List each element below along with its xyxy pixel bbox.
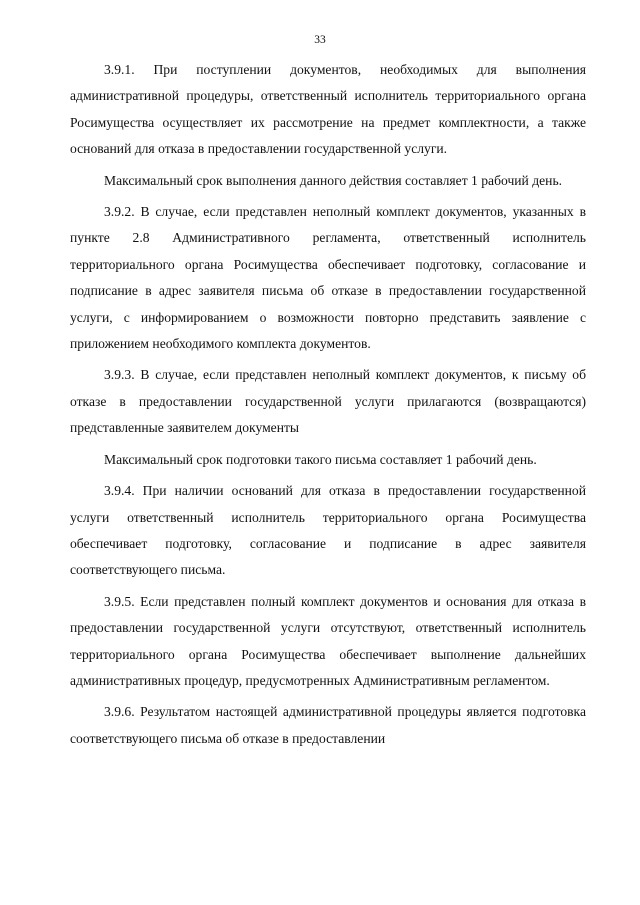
- paragraph-3-9-3-deadline: Максимальный срок подготовки такого письма составляет 1 рабочий день.: [104, 451, 537, 467]
- paragraph-3-9-2: 3.9.2. В случае, если представлен неполный комплект документов, указанных в пункте 2.8 Административного регламента, ответственный исполнитель территориального органа Росимущества обеспечивает подготовку, согласование и подписание в адрес заявителя письма об отказе в предоставлении государственной услуги, с информированием о возможности повторно представить заявление с приложением необходимого комплекта документов.: [70, 204, 586, 352]
- document-body: [70, 57, 586, 752]
- page-number: 33: [314, 34, 326, 46]
- paragraph-3-9-3: 3.9.3. В случае, если представлен неполный комплект документов, к письму об отказе в предоставлении государственной услуги прилагаются (возвращаются) представленные заявителем документы: [70, 367, 586, 436]
- paragraph-3-9-1: 3.9.1. При поступлении документов, необходимых для выполнения административной процедуры, ответственный исполнитель территориального органа Росимущества осуществляет их рассмотрение на предмет комплектности, а также оснований для отказа в предоставлении государственной услуги.: [70, 62, 586, 157]
- paragraph-3-9-5: 3.9.5. Если представлен полный комплект документов и основания для отказа в предоставлении государственной услуги отсутствуют, ответственный исполнитель территориального органа Росимущества обеспечивает выполнение дальнейших административных процедур, предусмотренных Административным регламентом.: [70, 593, 586, 688]
- paragraph-3-9-6: 3.9.6. Результатом настоящей административной процедуры является подготовка соответствующего письма об отказе в предоставлении: [70, 704, 586, 746]
- paragraph-3-9-1-deadline: Максимальный срок выполнения данного действия составляет 1 рабочий день.: [104, 172, 563, 188]
- paragraph-3-9-4: 3.9.4. При наличии оснований для отказа в предоставлении государственной услуги ответственный исполнитель территориального органа Росимущества обеспечивает подготовку, согласование и подписание в адрес заявителя соответствующего письма.: [70, 483, 586, 578]
